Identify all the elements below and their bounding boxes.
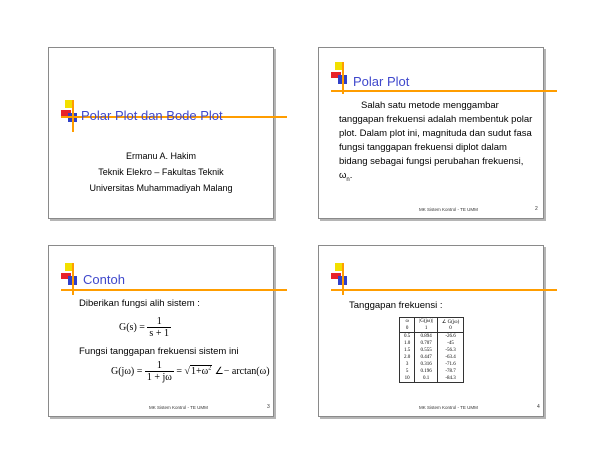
table-row: 0.5 0.894 -26.6 [400,333,464,341]
table-header: ω [405,319,409,324]
slide-footer: MK Sistem Kontrol - TE UMM [419,207,478,212]
page-number: 3 [267,404,270,410]
paragraph-line: tanggapan frekuensi adalah membentuk polar [339,114,533,125]
slide-title: Polar Plot [353,74,410,89]
intro-text: Tanggapan frekuensi : [349,300,443,311]
transfer-function: G(s) = $\frac{1}{s + 1}$ [119,316,169,339]
page-number: 2 [535,206,538,212]
slide-title: Contoh [83,272,125,287]
table-header: |G(jω)| [415,318,438,326]
table-row: 10 0.1 -84.3 [400,375,464,383]
slide-footer: MK Sistem Kontrol - TE UMM [149,405,208,410]
table-row: 3 0.316 -71.6 [400,361,464,368]
university: Universitas Muhammadiyah Malang [89,183,233,193]
frequency-response-formula: G(jω) = $\frac{1}{1 + j\omega}$ = $√1+\omega^2$ ∠− arctan(ω) [111,360,270,383]
slide-2[interactable] [318,47,544,219]
table-row: 1.0 0.707 -45 [400,340,464,347]
slide-3[interactable] [48,245,274,417]
table-header: ∠ G(jω) [437,318,463,326]
mid-text: Fungsi tanggapan frekuensi sistem ini [79,346,239,357]
paragraph-line: plot. Dalam plot ini, magnituda dan sudut fasa [339,128,532,139]
slide-title: Polar Plot dan Bode Plot [81,108,223,123]
table-cell: 1 [415,325,438,333]
slide-4[interactable] [318,245,544,417]
frequency-response-table [399,317,464,383]
paragraph-line: fungsi tanggapan frekuensi diplot dalam [339,142,507,153]
table-cell: 0 [437,325,463,333]
paragraph-line: Salah satu metode menggambar [361,100,499,111]
table-row: 1.5 0.555 -56.3 [400,347,464,354]
author-name: Ermanu A. Hakim [125,151,197,161]
department: Teknik Elekro – Fakultas Teknik [98,167,224,177]
table-row: 2.0 0.447 -63.4 [400,354,464,361]
slide-1[interactable] [48,47,274,219]
table-row: 5 0.196 -78.7 [400,368,464,375]
page-number: 4 [537,404,540,410]
table-cell: 0 [400,325,415,333]
intro-text: Diberikan fungsi alih sistem : [79,298,200,309]
paragraph-line: bidang sebagai fungsi perubahan frekuensi, [339,156,524,167]
paragraph-line: $\omega_n$. [339,170,353,183]
slide-footer: MK Sistem Kontrol - TE UMM [419,405,478,410]
